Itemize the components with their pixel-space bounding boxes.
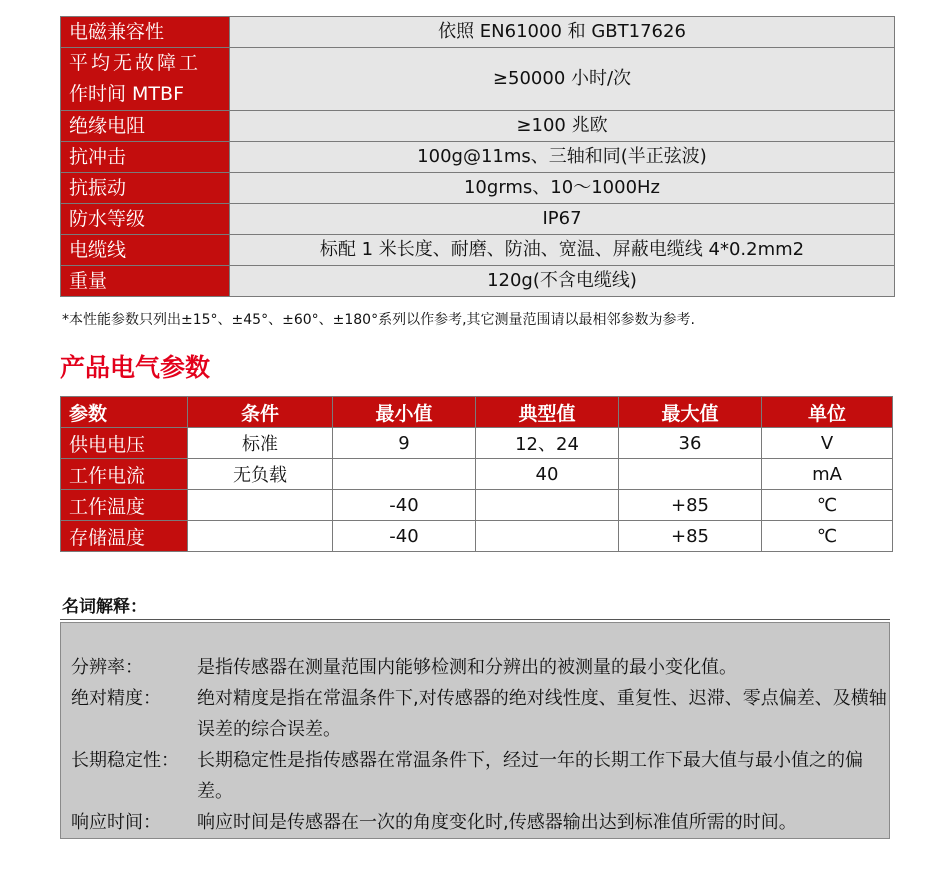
table-cell: -40 [333, 490, 476, 521]
spec-value: 100g@11ms、三轴和同(半正弦波) [230, 142, 895, 173]
spec-label: 电磁兼容性 [61, 17, 230, 48]
spec-label-line2: 作时间 MTBF [69, 83, 185, 105]
term-name: 长期稳定性： [71, 750, 179, 771]
term-desc: 响应时间是传感器在一次的角度变化时,传感器输出达到标准值所需的时间。 [197, 812, 797, 833]
spec-label: 抗冲击 [61, 142, 230, 173]
terms-box [60, 622, 890, 839]
spec-row-mtbf [61, 48, 895, 111]
table-cell: 9 [333, 428, 476, 459]
table-cell: 36 [619, 428, 762, 459]
spec-table [60, 16, 895, 297]
spec-value: 标配 1 米长度、耐磨、防油、宽温、屏蔽电缆线 4*0.2mm2 [230, 235, 895, 266]
table-cell: 无负载 [188, 459, 333, 490]
term-desc: 是指传感器在测量范围内能够检测和分辨出的被测量的最小变化值。 [197, 657, 737, 678]
column-header: 典型值 [476, 397, 619, 428]
spec-value: 120g(不含电缆线) [230, 266, 895, 297]
terms-title: 名词解释： [62, 597, 147, 617]
term-name: 绝对精度： [71, 688, 161, 709]
spec-row-shock [61, 142, 895, 173]
row-label: 工作电流 [61, 459, 188, 490]
table-cell [476, 521, 619, 552]
table-cell: V [762, 428, 893, 459]
column-header: 参数 [61, 397, 188, 428]
table-cell: +85 [619, 521, 762, 552]
column-header: 条件 [188, 397, 333, 428]
spec-row-vibration [61, 173, 895, 204]
row-label: 存储温度 [61, 521, 188, 552]
electrical-header-row [61, 397, 893, 428]
spec-value: 依照 EN61000 和 GBT17626 [230, 17, 895, 48]
table-row [61, 428, 893, 459]
row-label: 工作温度 [61, 490, 188, 521]
spec-value: ≥50000 小时/次 [230, 48, 895, 111]
spec-row-cable [61, 235, 895, 266]
spec-value: 10grms、10～1000Hz [230, 173, 895, 204]
column-header: 单位 [762, 397, 893, 428]
spec-value: ≥100 兆欧 [230, 111, 895, 142]
table-cell: ℃ [762, 490, 893, 521]
spec-label: 电缆线 [61, 235, 230, 266]
table-cell: -40 [333, 521, 476, 552]
term-name: 分辨率： [71, 657, 143, 678]
table-row [61, 521, 893, 552]
table-cell [476, 490, 619, 521]
table-cell: +85 [619, 490, 762, 521]
spec-row-weight [61, 266, 895, 297]
table-cell [333, 459, 476, 490]
spec-row-insulation [61, 111, 895, 142]
spec-footnote: *本性能参数只列出±15°、±45°、±60°、±180°系列以作参考,其它测量范围请以最相邻参数为参考. [62, 312, 695, 328]
table-cell: ℃ [762, 521, 893, 552]
row-label: 供电电压 [61, 428, 188, 459]
table-cell [188, 490, 333, 521]
table-cell: 12、24 [476, 428, 619, 459]
table-row [61, 490, 893, 521]
table-cell [619, 459, 762, 490]
spec-row-waterproof [61, 204, 895, 235]
electrical-table [60, 396, 893, 552]
table-cell: 40 [476, 459, 619, 490]
term-desc: 长期稳定性是指传感器在常温条件下，经过一年的长期工作下最大值与最小值之的偏差。 [197, 750, 863, 802]
term-desc: 绝对精度是指在常温条件下,对传感器的绝对线性度、重复性、迟滞、零点偏差、及横轴误差的综合误差。 [197, 688, 887, 740]
spec-row-emc [61, 17, 895, 48]
spec-label: 重量 [61, 266, 230, 297]
spec-label [61, 48, 230, 111]
term-name: 响应时间： [71, 812, 161, 833]
table-cell: 标准 [188, 428, 333, 459]
spec-label: 绝缘电阻 [61, 111, 230, 142]
spec-label: 抗振动 [61, 173, 230, 204]
table-cell [188, 521, 333, 552]
section-title-electrical: 产品电气参数 [60, 353, 211, 382]
spec-label: 防水等级 [61, 204, 230, 235]
spec-label-line1: 平均无故障工 [69, 52, 202, 74]
terms-divider [60, 619, 890, 620]
spec-value: IP67 [230, 204, 895, 235]
table-row [61, 459, 893, 490]
column-header: 最大值 [619, 397, 762, 428]
column-header: 最小值 [333, 397, 476, 428]
table-cell: mA [762, 459, 893, 490]
